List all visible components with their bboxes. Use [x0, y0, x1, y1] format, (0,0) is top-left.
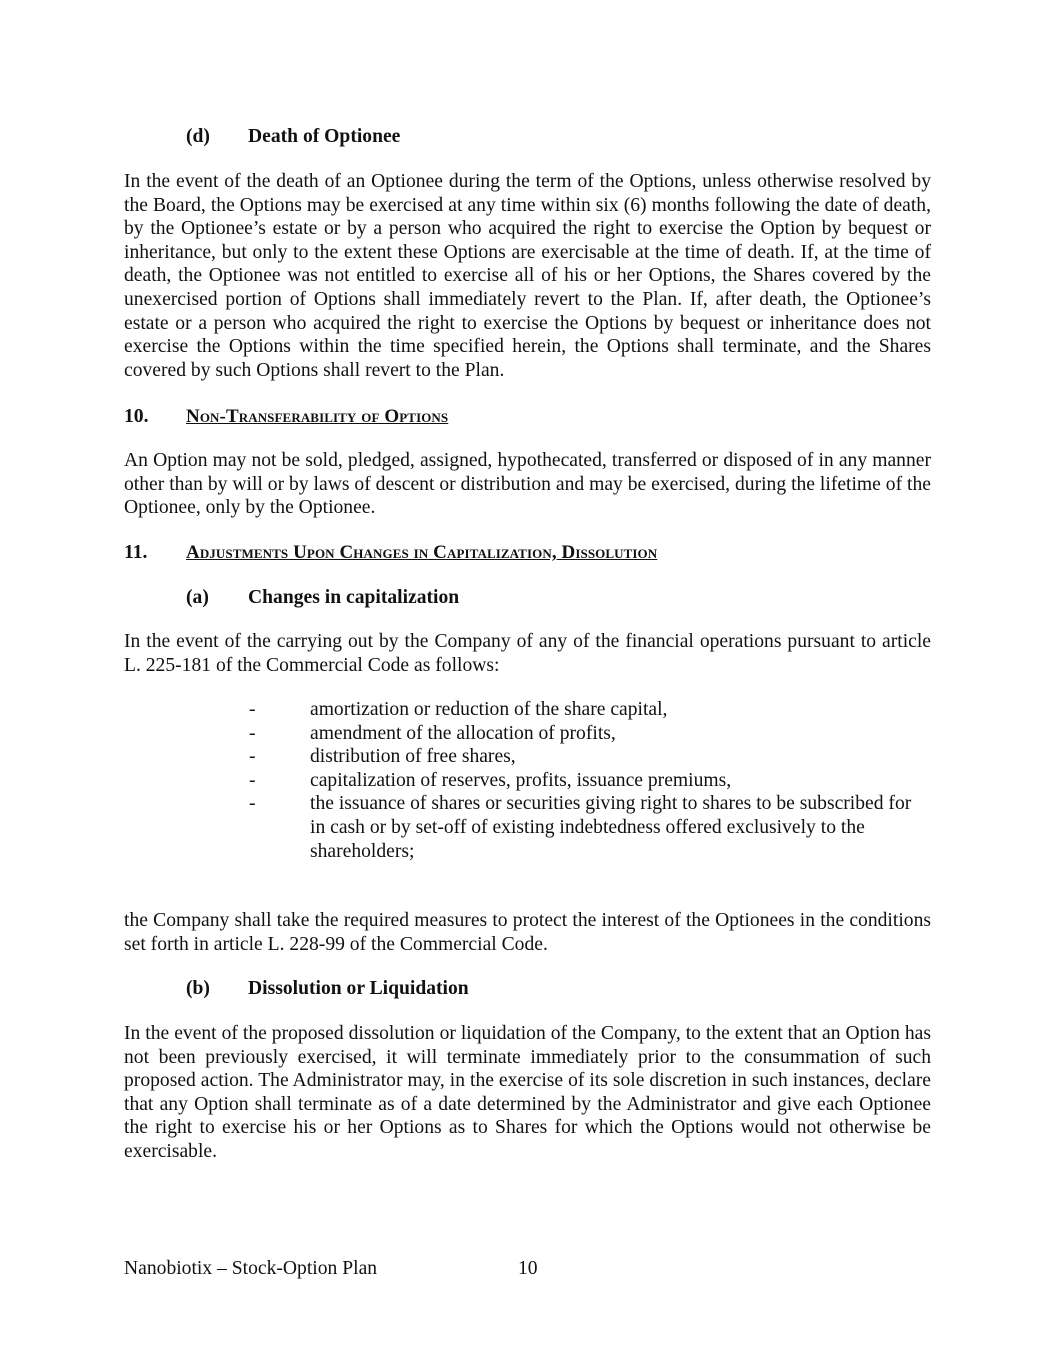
bullet-dash: - — [249, 746, 256, 768]
paragraph-dissolution: In the event of the proposed dissolution or liquidation of the Company, to the extent that an Option has not been previously exercised, it will terminate immediately prior to the consummation of such proposed action. The Administrator may, in the exercise of its sole discretion in such instances, declare that any Option shall terminate as of a date determined by the Administrator and give each Optionee the right to exercise his or her Options as to Shares for which the Options would not otherwise be exercisable. — [124, 1023, 931, 1162]
section-title: Adjustments Upon Changes in Capitalization, Dissolution — [186, 542, 658, 563]
section-number: 11. — [124, 542, 148, 563]
section-heading-11 — [124, 541, 931, 565]
paragraph-death-of-optionee: In the event of the death of an Optionee during the term of the Options, unless otherwise resolved by the Board, the Options may be exercised at any time within six (6) months following the date of death, by the Optionee’s estate or by a person who acquired the right to exercise the Option by bequest or inheritance, but only to the extent these Options are exercisable at the time of death. If, at the time of death, the Optionee was not entitled to exercise all of his or her Options, the Shares covered by the unexercised portion of Options shall immediately revert to the Plan. If, after death, the Optionee’s estate or a person who acquired the right to exercise the Options by bequest or inheritance does not exercise the Options within the time specified herein, the Options shall terminate, and the Shares covered by such Options shall revert to the Plan. — [124, 171, 931, 381]
paragraph-capitalization-intro: In the event of the carrying out by the Company of any of the financial operations pursuant to article L. 225-181 of the Commercial Code as follows: — [124, 631, 931, 676]
footer-page-number: 10 — [518, 1258, 538, 1279]
bullet-dash: - — [249, 699, 256, 720]
list-item — [124, 745, 931, 769]
section-heading-10 — [124, 405, 931, 429]
footer-document-title: Nanobiotix – Stock-Option Plan — [124, 1258, 378, 1279]
subsection-number: (d) — [186, 126, 210, 147]
subsection-title: Changes in capitalization — [248, 587, 460, 608]
section-title: Non-Transferability of Options — [186, 406, 449, 427]
list-item-text: distribution of free shares, — [310, 746, 516, 768]
subsection-heading-changes-in-capitalization — [186, 586, 586, 610]
subsection-heading-dissolution — [186, 977, 586, 1001]
list-item-text: amendment of the allocation of profits, — [310, 722, 616, 744]
subsection-heading-death-of-optionee — [186, 125, 586, 149]
list-item — [124, 792, 931, 863]
document-page — [124, 0, 931, 1365]
subsection-number: (a) — [186, 587, 209, 608]
list-item-text: amortization or reduction of the share capital, — [310, 699, 668, 720]
subsection-number: (b) — [186, 978, 210, 999]
list-item — [124, 698, 931, 722]
section-number: 10. — [124, 406, 149, 427]
subsection-title: Death of Optionee — [248, 126, 401, 147]
capitalization-operations-list — [124, 698, 931, 863]
list-item-text: the issuance of shares or securities giving right to shares to be subscribed for in cash or by set-off of existing indebtedness offered exclusively to the shareholders; — [310, 793, 912, 862]
paragraph-capitalization-conclusion: the Company shall take the required measures to protect the interest of the Optionees in the conditions set forth in article L. 228-99 of the Commercial Code. — [124, 910, 931, 955]
subsection-title: Dissolution or Liquidation — [248, 978, 469, 999]
bullet-dash: - — [249, 769, 256, 791]
bullet-dash: - — [249, 722, 256, 744]
list-item — [124, 769, 931, 793]
paragraph-non-transferability: An Option may not be sold, pledged, assigned, hypothecated, transferred or disposed of in any manner other than by will or by laws of descent or distribution and may be exercised, during the lifetime of the Optionee, only by the Optionee. — [124, 450, 931, 519]
list-item — [124, 722, 931, 746]
bullet-dash: - — [249, 793, 256, 815]
list-item-text: capitalization of reserves, profits, issuance premiums, — [310, 769, 732, 791]
